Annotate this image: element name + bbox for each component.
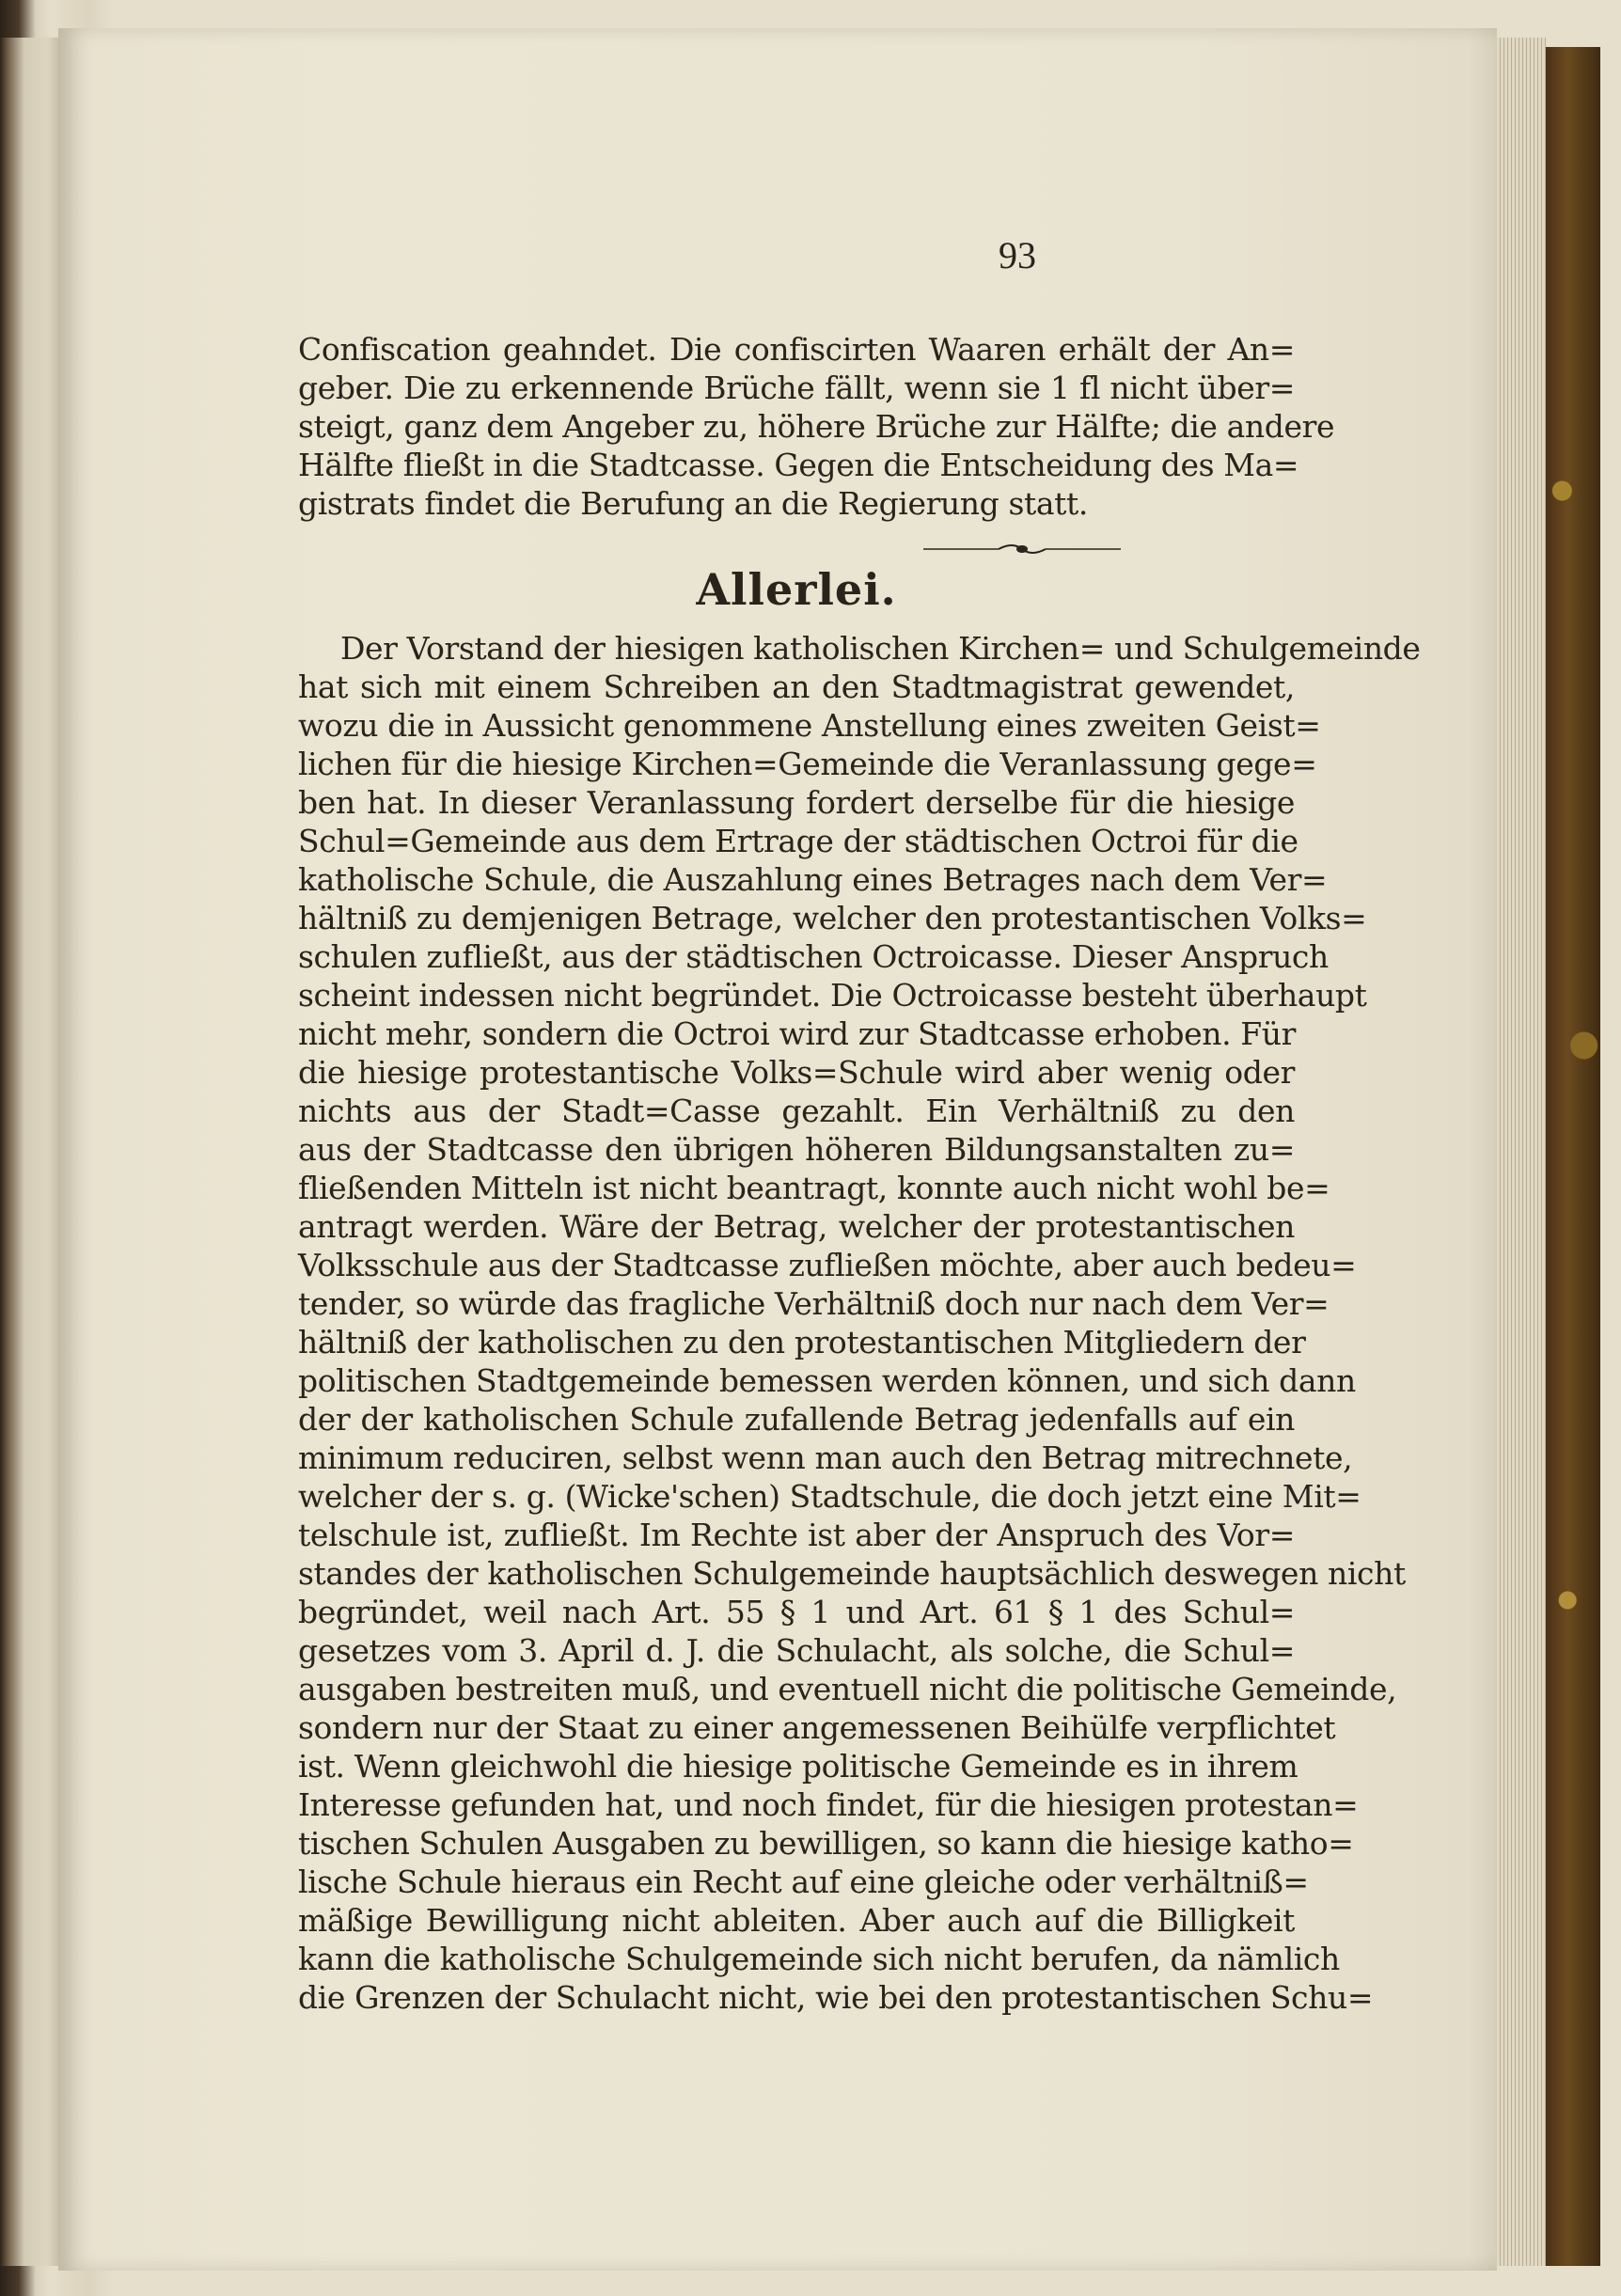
- text-line: minimum reduciren, selbst wenn man auch den Betrag mitrechnete,: [298, 1439, 1353, 1476]
- text-line: gesetzes vom 3. April d. J. die Schulacht, als solche, die Schul=: [298, 1632, 1295, 1669]
- text-line: ausgaben bestreiten muß, und eventuell nicht die politische Gemeinde,: [298, 1671, 1397, 1707]
- text-line: mäßige Bewilligung nicht ableiten. Aber auch auf die Billigkeit: [298, 1902, 1295, 1939]
- text-line: Confiscation geahndet. Die confiscirten Waaren erhält der An=: [298, 331, 1295, 368]
- text-line: hat sich mit einem Schreiben an den Stadtmagistrat gewendet,: [298, 668, 1295, 705]
- text-line: tischen Schulen Ausgaben zu bewilligen, so kann die hiesige katho=: [298, 1825, 1354, 1862]
- text-line: die Grenzen der Schulacht nicht, wie bei den protestantischen Schu=: [298, 1979, 1374, 2016]
- page-edges: [1497, 38, 1546, 2266]
- text-line: scheint indessen nicht begründet. Die Octroicasse besteht überhaupt: [298, 977, 1367, 1014]
- text-line: telschule ist, zufließt. Im Rechte ist aber der Anspruch des Vor=: [298, 1517, 1295, 1553]
- section-heading: Allerlei.: [696, 564, 897, 615]
- text-line: ist. Wenn gleichwohl die hiesige politische Gemeinde es in ihrem: [298, 1748, 1298, 1785]
- text-line: Schul=Gemeinde aus dem Ertrage der städtischen Octroi für die: [298, 823, 1298, 859]
- text-line: hältniß zu demjenigen Betrage, welcher den protestantischen Volks=: [298, 900, 1367, 936]
- text-line: wozu die in Aussicht genommene Anstellung eines zweiten Geist=: [298, 707, 1321, 744]
- text-line: Der Vorstand der hiesigen katholischen Kirchen= und Schulgemeinde: [340, 630, 1421, 667]
- text-line: lische Schule hieraus ein Recht auf eine gleiche oder verhältniß=: [298, 1864, 1309, 1900]
- book-page: [58, 28, 1497, 2271]
- text-line: aus der Stadtcasse den übrigen höheren Bildungsanstalten zu=: [298, 1131, 1295, 1168]
- text-line: standes der katholischen Schulgemeinde hauptsächlich deswegen nicht: [298, 1555, 1406, 1592]
- text-line: politischen Stadtgemeinde bemessen werden können, und sich dann: [298, 1362, 1356, 1399]
- text-line: hältniß der katholischen zu den protestantischen Mitgliedern der: [298, 1324, 1306, 1360]
- text-line: die hiesige protestantische Volks=Schule wird aber wenig oder: [298, 1054, 1295, 1091]
- text-line: tender, so würde das fragliche Verhältniß doch nur nach dem Ver=: [298, 1285, 1330, 1322]
- text-line: schulen zufließt, aus der städtischen Octroicasse. Dieser Anspruch: [298, 938, 1329, 975]
- divider-ornament: [923, 540, 1121, 558]
- text-line: antragt werden. Wäre der Betrag, welcher der protestantischen: [298, 1208, 1295, 1245]
- text-line: fließenden Mitteln ist nicht beantragt, konnte auch nicht wohl be=: [298, 1170, 1330, 1206]
- text-line: kann die katholische Schulgemeinde sich nicht berufen, da nämlich: [298, 1941, 1340, 1977]
- text-line: der der katholischen Schule zufallende Betrag jedenfalls auf ein: [298, 1401, 1295, 1438]
- text-line: sondern nur der Staat zu einer angemessenen Beihülfe verpflichtet: [298, 1709, 1336, 1746]
- text-line: begründet, weil nach Art. 55 § 1 und Art. 61 § 1 des Schul=: [298, 1594, 1295, 1630]
- page-number: 93: [999, 234, 1036, 276]
- text-line: welcher der s. g. (Wicke'schen) Stadtschule, die doch jetzt eine Mit=: [298, 1478, 1361, 1515]
- text-line: gistrats findet die Berufung an die Regierung statt.: [298, 485, 1088, 522]
- marbled-cover-edge: [1546, 47, 1600, 2266]
- left-page-edge: [0, 38, 58, 2266]
- text-line: nichts aus der Stadt=Casse gezahlt. Ein Verhältniß zu den: [298, 1093, 1295, 1129]
- text-line: Volksschule aus der Stadtcasse zufließen möchte, aber auch bedeu=: [298, 1247, 1357, 1283]
- text-line: Hälfte fließt in die Stadtcasse. Gegen die Entscheidung des Ma=: [298, 447, 1299, 483]
- text-line: katholische Schule, die Auszahlung eines Betrages nach dem Ver=: [298, 861, 1328, 898]
- text-line: steigt, ganz dem Angeber zu, höhere Brüche zur Hälfte; die andere: [298, 408, 1335, 445]
- text-line: lichen für die hiesige Kirchen=Gemeinde die Veranlassung gege=: [298, 746, 1317, 782]
- text-line: geber. Die zu erkennende Brüche fällt, wenn sie 1 fl nicht über=: [298, 370, 1295, 406]
- text-line: nicht mehr, sondern die Octroi wird zur Stadtcasse erhoben. Für: [298, 1015, 1297, 1052]
- text-line: Interesse gefunden hat, und noch findet, für die hiesigen protestan=: [298, 1786, 1359, 1823]
- text-line: ben hat. In dieser Veranlassung fordert derselbe für die hiesige: [298, 784, 1295, 821]
